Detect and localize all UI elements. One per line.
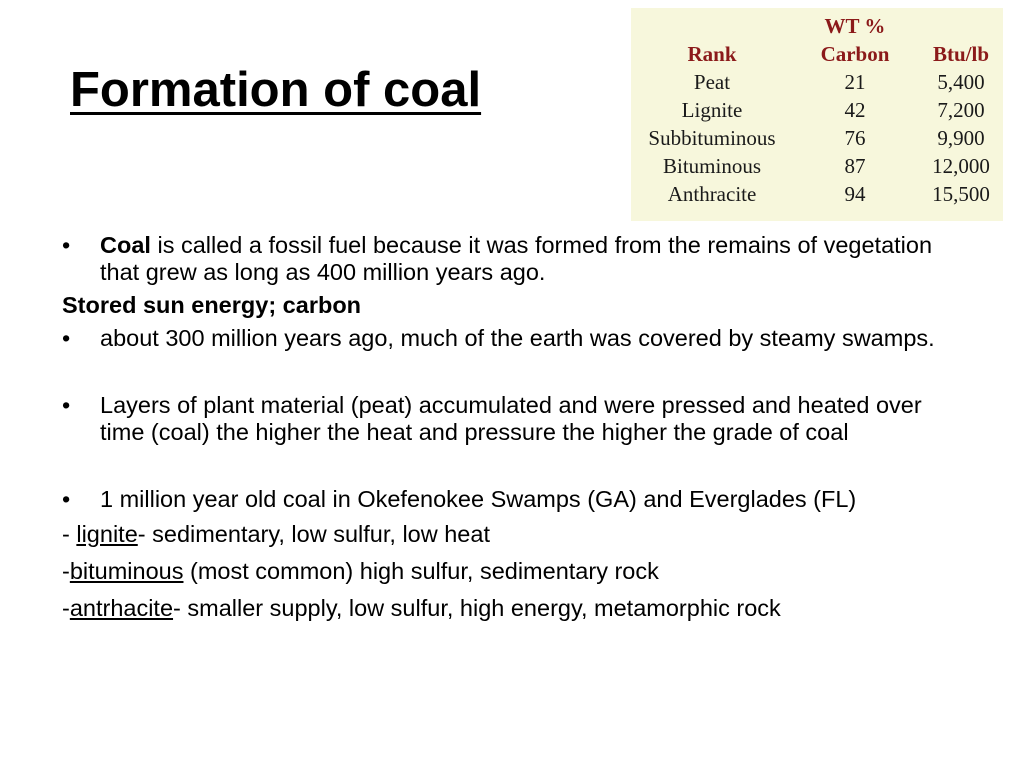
line-bituminous [62,558,962,585]
coal-rank-table [633,12,1003,208]
header-rank: Rank [687,42,737,66]
cell-carbon: 94 [844,182,866,206]
cell-carbon: 76 [844,126,866,150]
bullet-text: Layers of plant material (peat) accumulated and were pressed and heated over time (coal) the higher the heat and pressure the higher the grade of coal [100,392,922,445]
cell-btu: 7,200 [937,98,985,122]
cell-btu: 5,400 [937,70,985,94]
header-carbon: Carbon [820,42,890,66]
line-text: - sedimentary, low sulfur, low heat [137,521,490,547]
header-btu: Btu/lb [932,42,990,66]
line-text: - smaller supply, low sulfur, high energy, metamorphic rock [173,595,781,621]
cell-rank: Anthracite [667,182,757,206]
bullet-marker: • [62,232,71,258]
cell-carbon: 42 [844,98,866,122]
cell-rank: Lignite [681,98,743,122]
coal-rank-table-image [631,8,1003,221]
bullet-text: 1 million year old coal in Okefenokee Swamps (GA) and Everglades (FL) [100,486,857,512]
bullet-million-year [62,486,962,513]
line-anthracite [62,595,962,622]
section-heading: Stored sun energy; carbon [62,292,362,318]
bullet-text: about 300 million years ago, much of the earth was covered by steamy swamps. [100,325,935,351]
line-text: (most common) high sulfur, sedimentary rock [183,558,659,584]
cell-rank: Peat [693,70,731,94]
bullet-text: is called a fossil fuel because it was formed from the remains of vegetation that grew as long as 400 million years ago. [100,232,933,285]
header-rank-spacer [633,12,791,40]
cell-carbon: 87 [844,154,866,178]
table-row [633,68,1003,96]
bullet-marker: • [62,486,71,512]
line-lignite [62,521,962,548]
bullet-coal-definition [62,232,962,286]
cell-btu: 12,000 [932,154,990,178]
cell-rank: Subbituminous [648,126,776,150]
line-prefix: - [62,521,77,547]
cell-btu: 9,900 [937,126,985,150]
bullet-layers [62,392,962,446]
table-row [633,180,1003,208]
bullet-marker: • [62,392,71,418]
table-row [633,96,1003,124]
table-row [633,124,1003,152]
table-row [633,152,1003,180]
cell-carbon: 21 [844,70,866,94]
cell-rank: Bituminous [662,154,762,178]
cell-btu: 15,500 [932,182,990,206]
slide-title: Formation of coal [70,63,482,117]
term-lignite: lignite [76,521,138,547]
bullet-swamps [62,325,962,352]
line-prefix: - [62,595,70,621]
term-anthracite: antrhacite [69,595,174,621]
term-coal: Coal [100,232,151,258]
slide-body [62,232,962,622]
header-carbon-line1: WT % [824,14,886,38]
bullet-marker: • [62,325,71,351]
header-btu-spacer [919,12,1003,40]
line-prefix: - [62,558,70,584]
term-bituminous: bituminous [69,558,184,584]
